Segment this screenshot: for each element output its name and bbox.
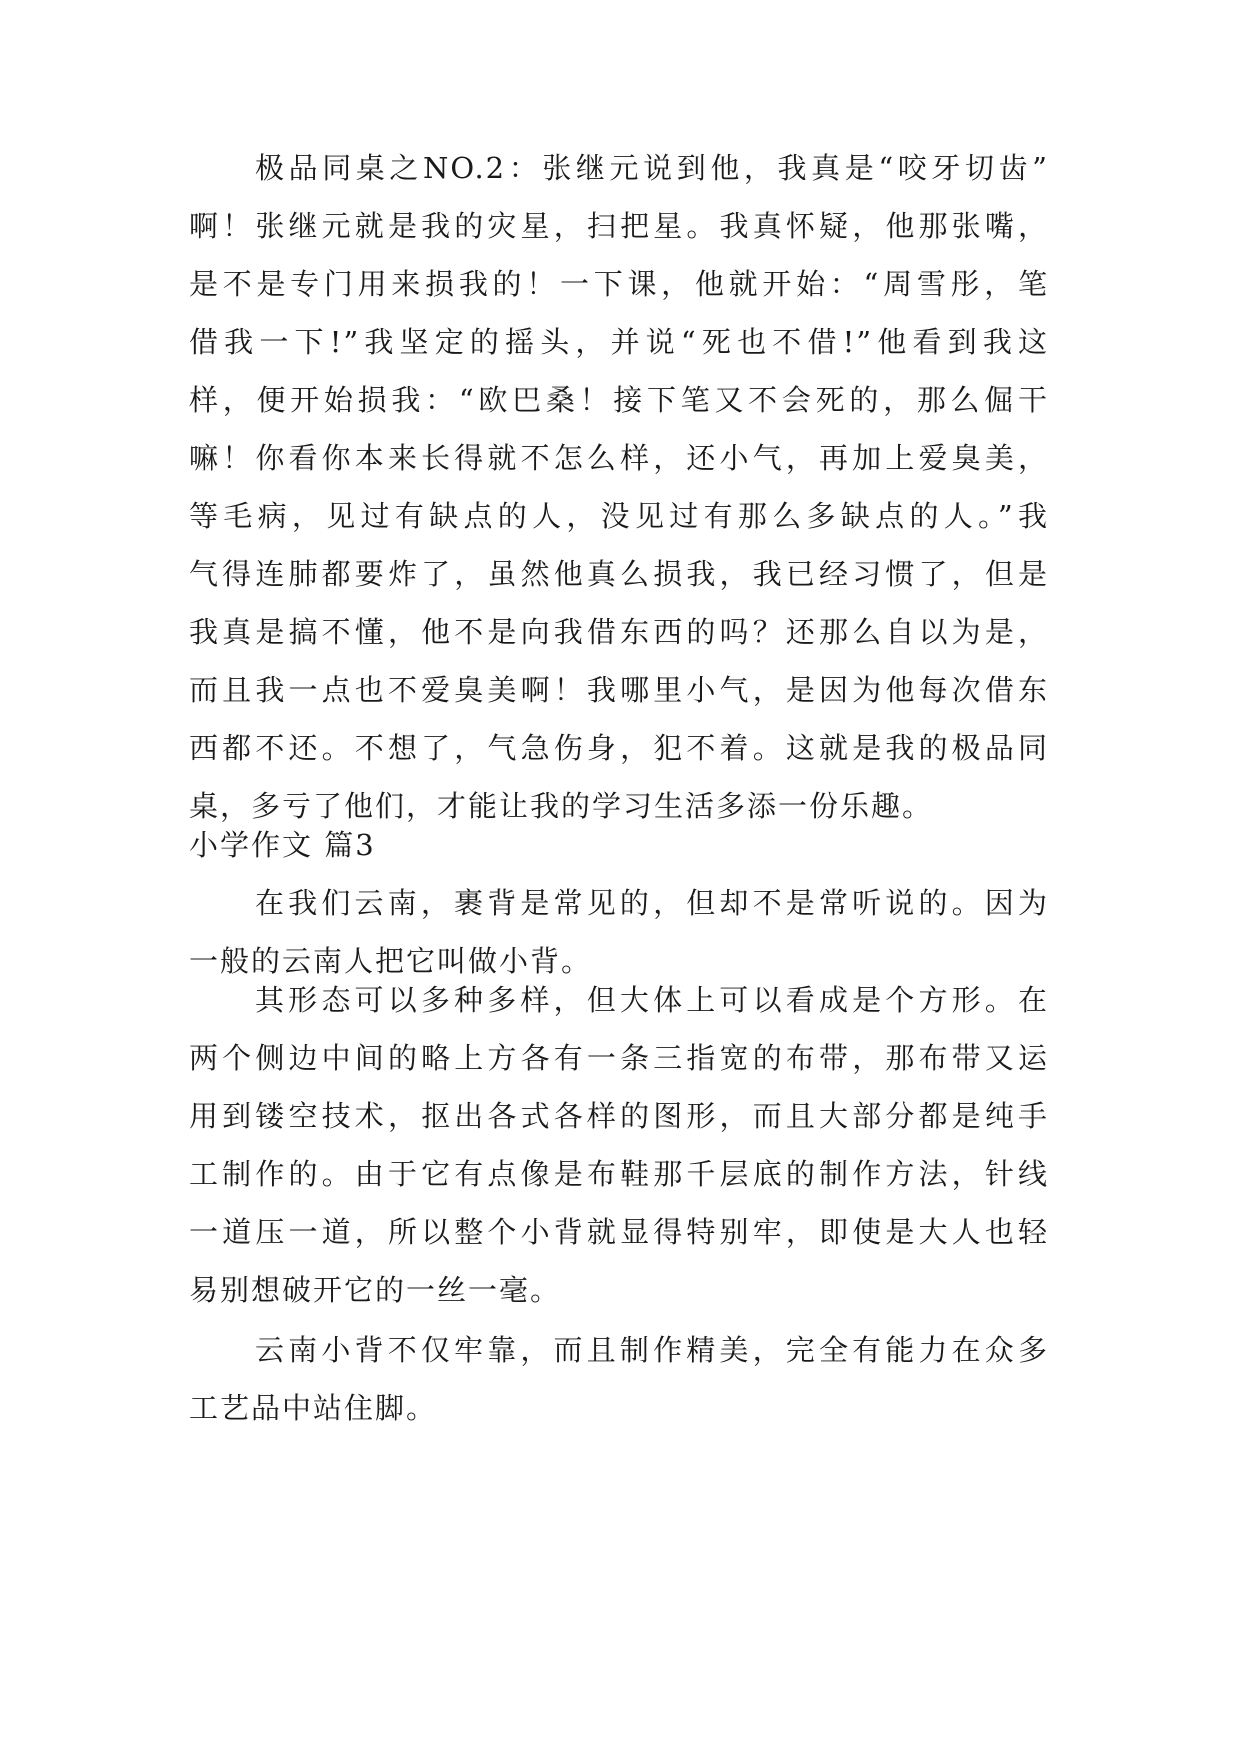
text-line: 一般的云南人把它叫做小背。 — [189, 944, 593, 978]
heading-text: 小学作文 篇3 — [189, 828, 376, 862]
text-line: 气得连肺都要炸了，虽然他真么损我，我已经习惯了，但是 — [189, 557, 1049, 591]
text-line: 啊！张继元就是我的灾星，扫把星。我真怀疑，他那张嘴， — [189, 209, 1049, 243]
text-line: 用到镂空技术，抠出各式各样的图形，而且大部分都是纯手 — [189, 1099, 1049, 1133]
text-line: 在我们云南，裹背是常见的，但却不是常听说的。因为 — [255, 886, 1049, 920]
text-line: 我真是搞不懂，他不是向我借东西的吗？还那么自以为是， — [189, 615, 1049, 649]
text-line: 等毛病，见过有缺点的人，没见过有那么多缺点的人。”我 — [189, 499, 1049, 533]
text-line: 桌，多亏了他们，才能让我的学习生活多添一份乐趣。 — [189, 789, 934, 823]
text-line: 极品同桌之NO.2：张继元说到他，我真是“咬牙切齿” — [255, 151, 1049, 185]
paragraph-2 — [189, 971, 1049, 1319]
text-line: 西都不还。不想了，气急伤身，犯不着。这就是我的极品同 — [189, 731, 1049, 765]
section-heading — [189, 816, 1049, 874]
text-line: 云南小背不仅牢靠，而且制作精美，完全有能力在众多 — [255, 1333, 1049, 1367]
text-line: 其形态可以多种多样，但大体上可以看成是个方形。在 — [255, 983, 1049, 1017]
text-line: 工制作的。由于它有点像是布鞋那千层底的制作方法，针线 — [189, 1157, 1049, 1191]
text-line: 一道压一道，所以整个小背就显得特别牢，即使是大人也轻 — [189, 1215, 1049, 1249]
paragraph-3 — [189, 1321, 1049, 1437]
paragraph-tongzhuo-no2 — [189, 139, 1049, 835]
text-line: 而且我一点也不爱臭美啊！我哪里小气，是因为他每次借东 — [189, 673, 1049, 707]
text-line: 两个侧边中间的略上方各有一条三指宽的布带，那布带又运 — [189, 1041, 1049, 1075]
text-line: 易别想破开它的一丝一毫。 — [189, 1273, 562, 1307]
text-line: 嘛！你看你本来长得就不怎么样，还小气，再加上爱臭美， — [189, 441, 1049, 475]
text-line: 是不是专门用来损我的！一下课，他就开始：“周雪彤，笔 — [189, 267, 1049, 301]
text-line: 样，便开始损我：“欧巴桑！接下笔又不会死的，那么倔干 — [189, 383, 1049, 417]
text-line: 借我一下!”我坚定的摇头，并说“死也不借!”他看到我这 — [189, 325, 1049, 359]
text-line: 工艺品中站住脚。 — [189, 1391, 438, 1425]
